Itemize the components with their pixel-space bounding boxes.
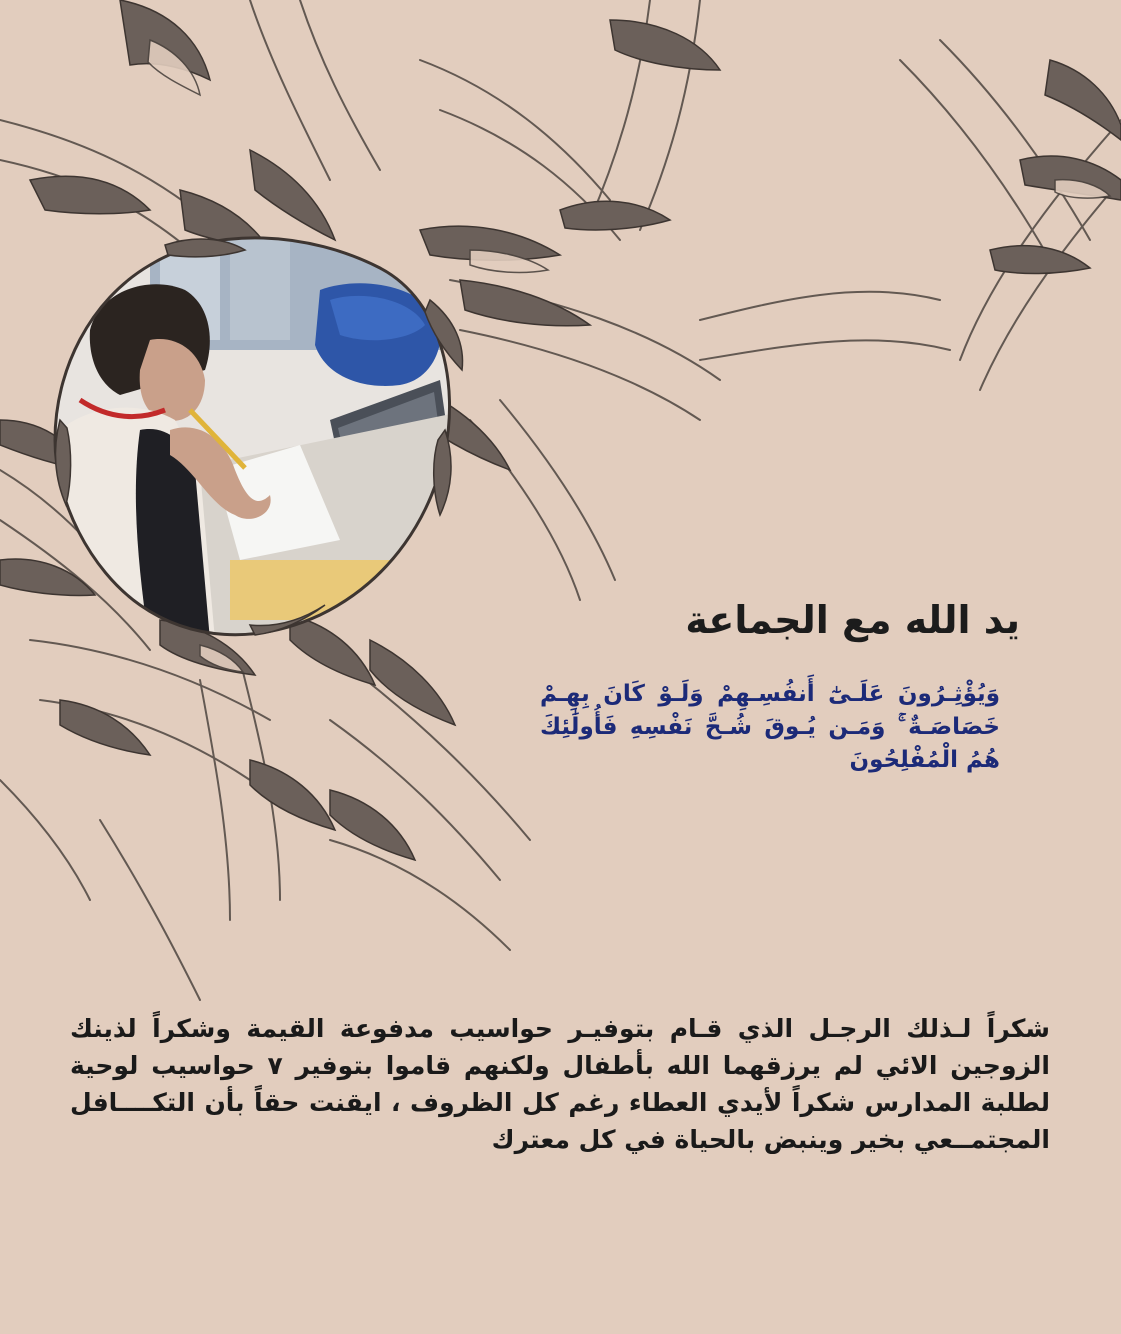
thank-you-paragraph: شكراً لـذلك الرجـل الذي قـام بتوفيـر حواسيب مدفوعة القيمة وشكراً لذينك الزوجين الائي لم يرزقهما الله بأطفال ولكنهم قاموا بتوفير ٧ حواسيب لوحية لطلبة المدارس شكراً لأيدي العطاء رغم كل الظروف ، ايقنت حقاً بأن التكــــافل المجتمــعي بخير وينبض بالحياة في كل معترك [70,1014,1050,1154]
page-title: يد الله مع الجماعة [685,598,1020,642]
quran-verse: وَيُؤْثِـرُونَ عَلَـىٰٓ أَنفُسِـهِمْ وَلَـوْ كَانَ بِهِـمْ خَصَاصَـةٌ ۚ وَمَـن يُـوقَ شُـحَّ نَفْسِهِ فَأُولَٰئِكَ هُمُ الْمُفْلِحُونَ [540,681,1000,773]
